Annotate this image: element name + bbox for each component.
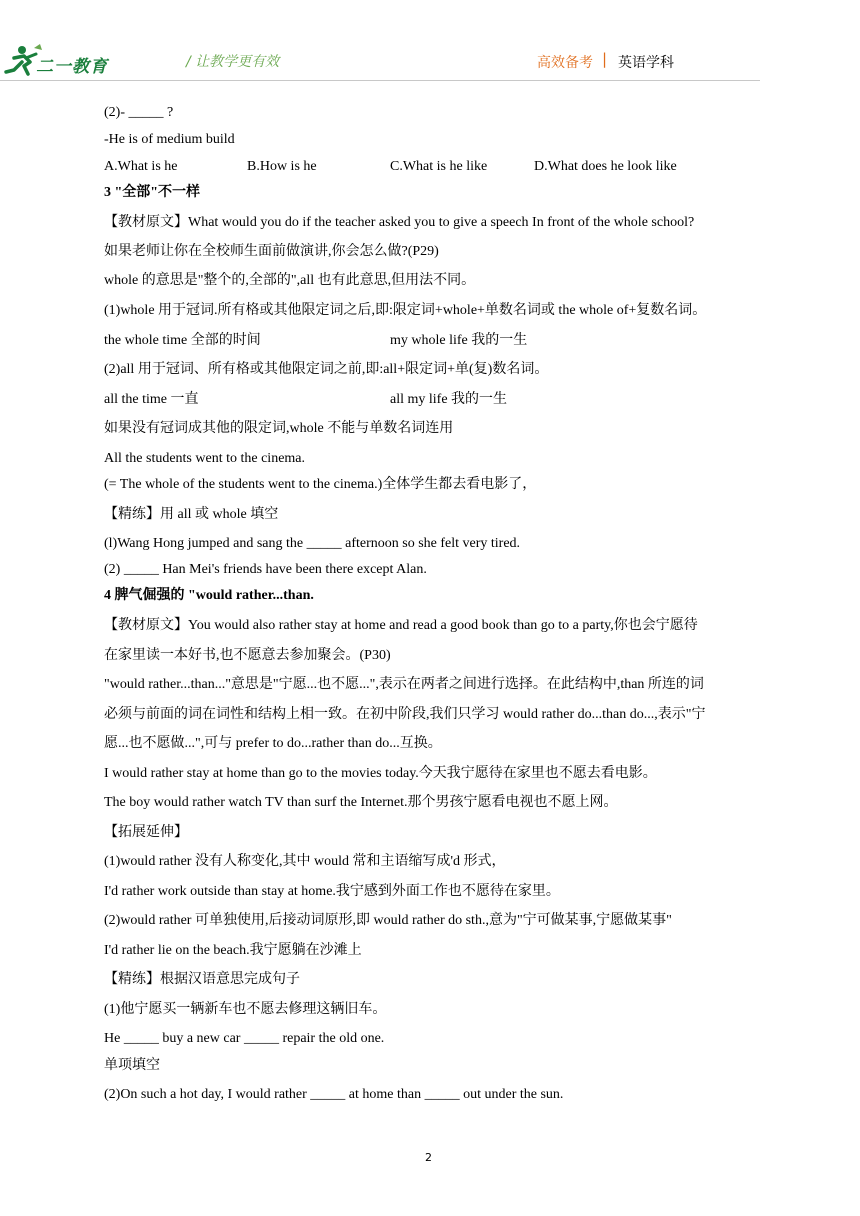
text-line: 愿...也不愿做...",可与 prefer to do...rather than do...互换。 <box>104 736 442 751</box>
option-c: C.What is he like <box>390 159 488 174</box>
text-line: 在家里读一本好书,也不愿意去参加聚会。(P30) <box>104 648 391 663</box>
text-line: 【教材原文】What would you do if the teacher asked you to give a speech In front of the whole school? <box>104 215 695 230</box>
text-line: (l)Wang Hong jumped and sang the _____ afternoon so she felt very tired. <box>104 536 521 551</box>
text-line: 【精练】用 all 或 whole 填空 <box>104 507 279 522</box>
text-line: 【教材原文】You would also rather stay at home and read a good book than go to a party,你也会宁愿待 <box>104 618 698 633</box>
text-line: (2)would rather 可单独使用,后接动词原形,即 would rather do sth.,意为"宁可做某事,宁愿做某事" <box>104 913 672 928</box>
header-tag-subject: 英语学科 <box>618 55 674 71</box>
option-b: B.How is he <box>247 159 317 174</box>
option-a: A.What is he <box>104 159 178 174</box>
text-line: whole 的意思是"整个的,全部的",all 也有此意思,但用法不同。 <box>104 273 476 288</box>
example-left: all the time 一直 <box>104 392 199 407</box>
example-right: my whole life 我的一生 <box>390 333 528 348</box>
text-line: 如果老师让你在全校师生面前做演讲,你会怎么做?(P29) <box>104 244 439 259</box>
page-header <box>0 0 860 92</box>
text-line: 必须与前面的词在词性和结构上相一致。在初中阶段,我们只学习 would rather do...than do...,表示"宁 <box>104 707 706 722</box>
text-line: (2)On such a hot day, I would rather _____ at home than _____ out under the sun. <box>104 1087 564 1102</box>
header-separator: | <box>602 50 608 68</box>
text-line: 【拓展延伸】 <box>104 825 188 840</box>
text-line: All the students went to the cinema. <box>104 451 306 466</box>
option-d: D.What does he look like <box>534 159 677 174</box>
header-slogan: / 让教学更有效 <box>186 54 280 70</box>
text-line: (1)whole 用于冠词.所有格或其他限定词之后,即:限定词+whole+单数名词或 the whole of+复数名词。 <box>104 303 707 318</box>
text-line: (2)all 用于冠词、所有格或其他限定词之前,即:all+限定词+单(复)数名词。 <box>104 362 549 377</box>
example-right: all my life 我的一生 <box>390 392 508 407</box>
text-line: He _____ buy a new car _____ repair the old one. <box>104 1031 385 1046</box>
header-divider <box>0 80 760 81</box>
text-line: (= The whole of the students went to the cinema.)全体学生都去看电影了， <box>104 477 537 492</box>
example-left: the whole time 全部的时间 <box>104 333 261 348</box>
text-line: (1)他宁愿买一辆新车也不愿去修理这辆旧车。 <box>104 1002 387 1017</box>
section-4-title: 4 脾气倔强的 "would rather...than. <box>104 588 314 603</box>
text-line: (2) _____ Han Mei's friends have been there except Alan. <box>104 562 427 577</box>
text-line: "would rather...than..."意思是"宁愿...也不愿...",表示在两者之间进行选择。在此结构中,than 所连的词 <box>104 677 704 692</box>
page-number: 2 <box>425 1151 432 1164</box>
text-line: 如果没有冠词成其他的限定词,whole 不能与单数名词连用 <box>104 421 454 436</box>
text-line: (1)would rather 没有人称变化,其中 would 常和主语缩写成'd 形式， <box>104 854 506 869</box>
text-line: 单项填空 <box>104 1058 160 1073</box>
header-tag-exam: 高效备考 <box>537 55 593 71</box>
text-line: I would rather stay at home than go to the movies today.今天我宁愿待在家里也不愿去看电影。 <box>104 766 657 781</box>
question-line: (2)- _____ ? <box>104 105 174 120</box>
logo-text: 二一教育 <box>36 57 108 77</box>
answer-line: -He is of medium build <box>104 132 235 147</box>
section-3-title: 3 "全部"不一样 <box>104 185 201 200</box>
text-line: I'd rather work outside than stay at home.我宁感到外面工作也不愿待在家里。 <box>104 884 560 899</box>
text-line: I'd rather lie on the beach.我宁愿躺在沙滩上 <box>104 943 362 958</box>
text-line: 【精练】根据汉语意思完成句子 <box>104 972 300 987</box>
text-line: The boy would rather watch TV than surf the Internet.那个男孩宁愿看电视也不愿上网。 <box>104 795 618 810</box>
